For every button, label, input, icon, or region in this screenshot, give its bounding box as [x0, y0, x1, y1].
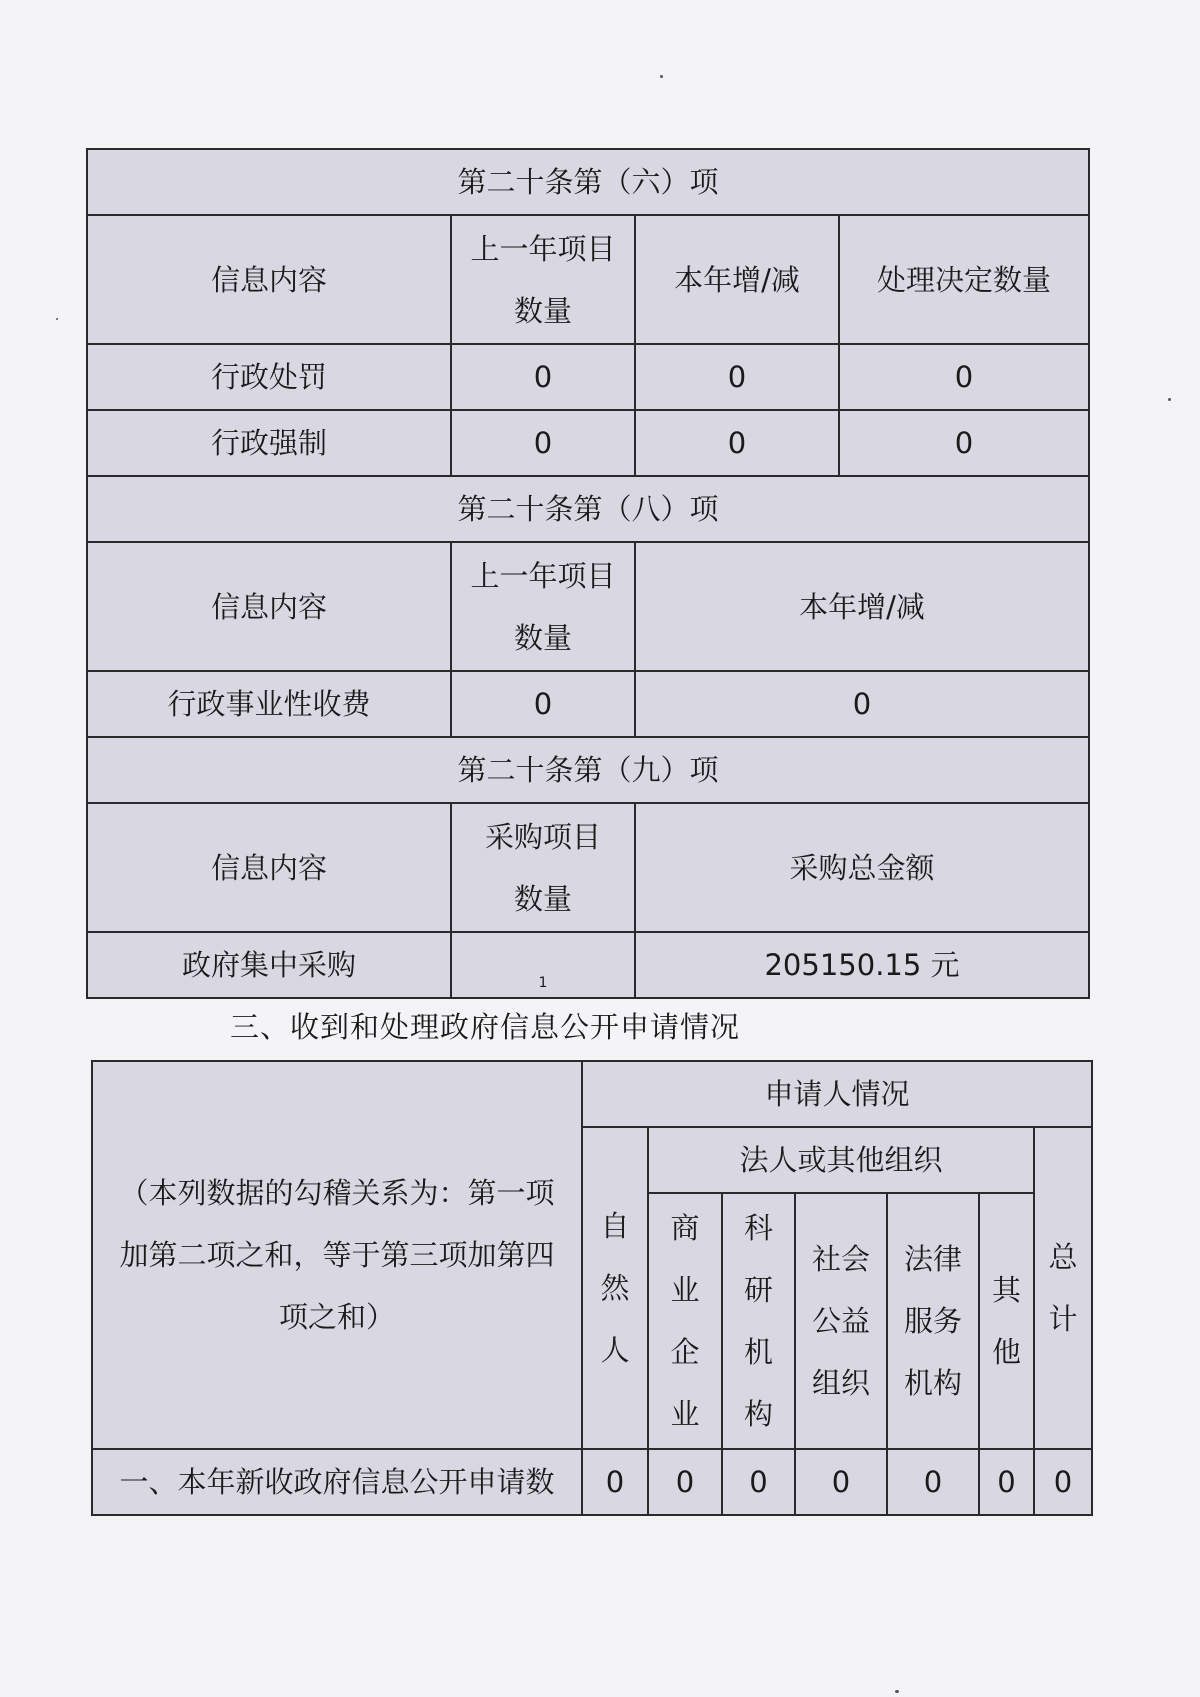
section-9-heading: 第二十条第（九）项 — [87, 737, 1089, 803]
header-year-change: 本年增/减 — [635, 215, 839, 344]
row-label: 行政强制 — [87, 410, 451, 476]
col-legal-service: 法律 服务 机构 — [887, 1193, 979, 1449]
header-prev-year-count: 上一年项目 数量 — [451, 542, 635, 671]
header-info-content: 信息内容 — [87, 215, 451, 344]
col-public-welfare: 社会 公益 组织 — [795, 1193, 887, 1449]
table-row — [87, 344, 1089, 410]
cell-change: 0 — [635, 410, 839, 476]
row-label: 一、本年新收政府信息公开申请数 — [92, 1449, 582, 1515]
cell-value: 0 — [582, 1449, 648, 1515]
scan-speck — [1168, 398, 1171, 401]
legal-entity-header: 法人或其他组织 — [648, 1127, 1034, 1193]
cell-value: 0 — [722, 1449, 795, 1515]
header-procurement-amount: 采购总金额 — [635, 803, 1089, 932]
cell-value: 0 — [979, 1449, 1034, 1515]
cell-decisions: 0 — [839, 410, 1089, 476]
scan-speck — [660, 75, 663, 78]
col-business: 商 业 企 业 — [648, 1193, 722, 1449]
header-info-content: 信息内容 — [87, 803, 451, 932]
header-procurement-count: 采购项目 数量 — [451, 803, 635, 932]
col-total: 总 计 — [1034, 1127, 1092, 1449]
cell-amount: 205150.15 元 — [635, 932, 1089, 998]
row-label: 行政处罚 — [87, 344, 451, 410]
cell-prev: 0 — [451, 344, 635, 410]
section-6-heading: 第二十条第（六）项 — [87, 149, 1089, 215]
cell-prev: 0 — [451, 410, 635, 476]
table-row — [87, 671, 1089, 737]
application-table — [91, 1060, 1093, 1516]
note-cell: （本列数据的勾稽关系为：第一项 加第二项之和，等于第三项加第四 项之和） — [92, 1061, 582, 1449]
cell-decisions: 0 — [839, 344, 1089, 410]
applicant-header: 申请人情况 — [582, 1061, 1092, 1127]
cell-value: 0 — [887, 1449, 979, 1515]
header-prev-year-count: 上一年项目 数量 — [451, 215, 635, 344]
cell-value: 0 — [648, 1449, 722, 1515]
scan-speck — [56, 318, 58, 320]
table-row — [87, 410, 1089, 476]
table-row — [87, 932, 1089, 998]
col-research: 科 研 机 构 — [722, 1193, 795, 1449]
cell-value: 0 — [795, 1449, 887, 1515]
cell-count: 1 — [451, 932, 635, 998]
section-8-heading: 第二十条第（八）项 — [87, 476, 1089, 542]
cell-change: 0 — [635, 344, 839, 410]
cell-prev: 0 — [451, 671, 635, 737]
header-decision-count: 处理决定数量 — [839, 215, 1089, 344]
scan-speck — [895, 1690, 899, 1693]
cell-change: 0 — [635, 671, 1089, 737]
header-info-content: 信息内容 — [87, 542, 451, 671]
col-other: 其 他 — [979, 1193, 1034, 1449]
header-year-change: 本年增/减 — [635, 542, 1089, 671]
disclosure-table-active — [86, 148, 1090, 999]
row-label: 政府集中采购 — [87, 932, 451, 998]
table-row — [92, 1449, 1092, 1515]
section-title: 三、收到和处理政府信息公开申请情况 — [230, 1010, 741, 1044]
row-label: 行政事业性收费 — [87, 671, 451, 737]
cell-value: 0 — [1034, 1449, 1092, 1515]
col-natural-person: 自 然 人 — [582, 1127, 648, 1449]
